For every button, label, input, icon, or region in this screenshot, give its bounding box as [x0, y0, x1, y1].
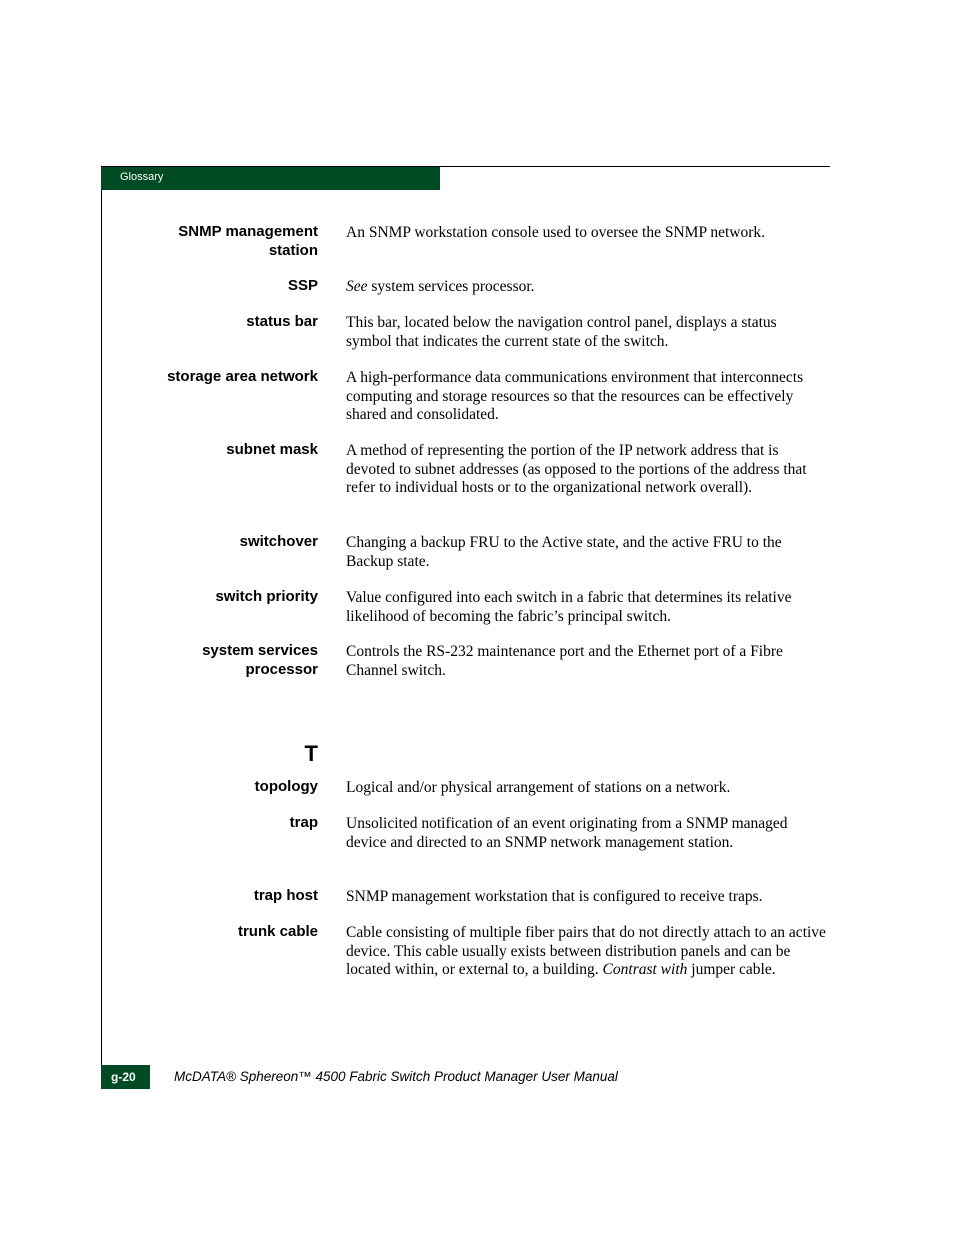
- glossary-definition: See system services processor.: [346, 278, 535, 295]
- glossary-definition: Controls the RS-232 maintenance port and the Ethernet port of a Fibre Channel switch.: [346, 643, 783, 679]
- glossary-definition: An SNMP workstation console used to oversee the SNMP network.: [346, 224, 766, 241]
- glossary-term: SSP: [287, 277, 318, 294]
- manual-title: McDATA® Sphereon™ 4500 Fabric Switch Product Manager User Manual: [174, 1069, 618, 1084]
- glossary-term: status bar: [246, 313, 318, 330]
- section-header-tab: Glossary: [101, 167, 440, 190]
- glossary-term: trunk cable: [237, 923, 318, 940]
- glossary-term: system services processor: [202, 642, 318, 678]
- margin-rule: [101, 166, 102, 1089]
- glossary-definition: SNMP management workstation that is configured to receive traps.: [346, 888, 763, 905]
- glossary-term: topology: [254, 778, 318, 795]
- glossary-term: SNMP management station: [178, 223, 318, 259]
- page-number: g-20: [101, 1065, 150, 1089]
- glossary-definition: Changing a backup FRU to the Active state, and the active FRU to the Backup state.: [346, 534, 782, 570]
- glossary-term: switchover: [239, 533, 318, 550]
- glossary-definition: A method of representing the portion of the IP network address that is devoted to subnet addresses (as opposed to the portions of the address that refer to individual hosts or to the organizational network overall).: [346, 442, 807, 497]
- glossary-definition: This bar, located below the navigation control panel, displays a status symbol that indicates the current state of the switch.: [346, 314, 777, 350]
- glossary-definition: Logical and/or physical arrangement of stations on a network.: [346, 779, 731, 796]
- letter-heading: T: [304, 741, 318, 766]
- glossary-definition: Cable consisting of multiple fiber pairs that do not directly attach to an active device. This cable usually exists between distribution panels and can be located within, or external to, a building. Contrast with jumper cable.: [346, 924, 826, 979]
- glossary-term: switch priority: [215, 588, 318, 605]
- glossary-definition: A high-performance data communications environment that interconnects computing and storage resources so that the resources can be effectively shared and consolidated.: [346, 369, 804, 424]
- glossary-term: trap host: [253, 887, 318, 904]
- glossary-definition: Unsolicited notification of an event originating from a SNMP managed device and directed to an SNMP network management station.: [346, 815, 788, 851]
- glossary-term: storage area network: [167, 368, 318, 385]
- glossary-definition: Value configured into each switch in a fabric that determines its relative likelihood of becoming the fabric’s principal switch.: [346, 589, 792, 625]
- glossary-term: subnet mask: [226, 441, 318, 458]
- glossary-term: trap: [289, 814, 318, 831]
